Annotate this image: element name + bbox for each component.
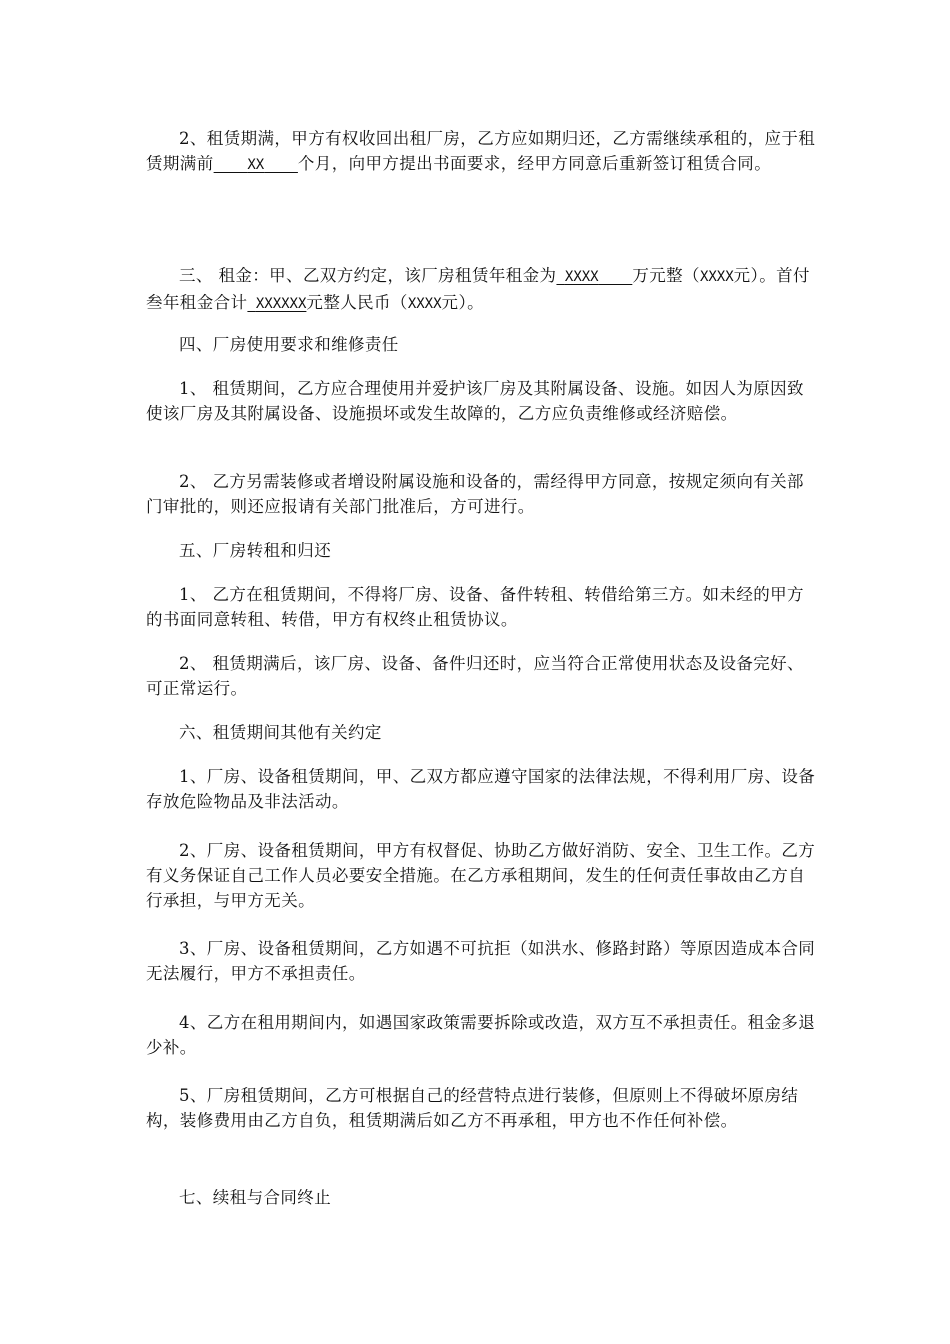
section-6-item-1: 1、厂房、设备租赁期间，甲、乙双方都应遵守国家的法律法规，不得利用厂房、设备存放危险物品及非法活动。 (146, 767, 816, 811)
section-6-heading: 六、租赁期间其他有关约定 (179, 723, 382, 742)
rent-text-mid2: 元）。首付叁年租金合计 (146, 266, 810, 312)
section-5-heading: 五、厂房转租和归还 (179, 541, 332, 560)
annual-rent-paren: XXXX (699, 269, 734, 285)
section-4-heading: 四、厂房使用要求和维修责任 (179, 335, 399, 354)
rent-text-mid1: 万元整（ (632, 266, 700, 285)
blank-total-rent: XXXXXX (255, 296, 307, 312)
section-3-rent (146, 263, 816, 317)
section-4-item-2: 2、 乙方另需装修或者增设附属设施和设备的，需经得甲方同意，按规定须向有关部门审批的，则还应报请有关部门批准后，方可进行。 (146, 472, 804, 516)
section-6-item-2: 2、厂房、设备租赁期间，甲方有权督促、协助乙方做好消防、安全、卫生工作。乙方有义务保证自己工作人员必要安全措施。在乙方承租期间，发生的任何责任事故由乙方自行承担，与甲方无关。 (146, 841, 816, 910)
section-5-item-2: 2、 租赁期满后，该厂房、设备、备件归还时，应当符合正常使用状态及设备完好、可正常运行。 (146, 654, 804, 698)
section-4-item-1: 1、 租赁期间，乙方应合理使用并爱护该厂房及其附属设备、设施。如因人为原因致使该厂房及其附属设备、设施损坏或发生故障的，乙方应负责维修或经济赔偿。 (146, 379, 804, 423)
section-6-item-3: 3、厂房、设备租赁期间，乙方如遇不可抗拒（如洪水、修路封路）等原因造成本合同无法履行，甲方不承担责任。 (146, 939, 816, 983)
section-5-item-1: 1、 乙方在租赁期间，不得将厂房、设备、备件转租、转借给第三方。如未经的甲方的书面同意转租、转借，甲方有权终止租赁协议。 (146, 585, 804, 629)
total-rent-paren: XXXX (407, 296, 442, 312)
clause-text-after: 个月，向甲方提出书面要求，经甲方同意后重新签订租赁合同。 (297, 154, 772, 173)
blank-annual-rent: XXXX (564, 269, 599, 285)
clause-2-renewal-notice (146, 126, 816, 178)
rent-text-end: 元）。 (441, 293, 484, 312)
clause-text: 2、租赁期满，甲方有权收回出租厂房，乙方应如期归还，乙方需继续承租的，应于租赁期满前 (146, 129, 816, 173)
section-7-heading: 七、续租与合同终止 (179, 1188, 332, 1207)
rent-text-mid3: 元整人民币（ (306, 293, 408, 312)
blank-months: XX (247, 157, 265, 173)
rent-text: 三、 租金：甲、乙双方约定，该厂房租赁年租金为 (179, 266, 557, 285)
section-6-item-5: 5、厂房租赁期间，乙方可根据自己的经营特点进行装修，但原则上不得破坏原房结构，装修费用由乙方自负，租赁期满后如乙方不再承租，甲方也不作任何补偿。 (146, 1086, 799, 1130)
section-6-item-4: 4、乙方在租用期间内，如遇国家政策需要拆除或改造，双方互不承担责任。租金多退少补。 (146, 1013, 816, 1057)
